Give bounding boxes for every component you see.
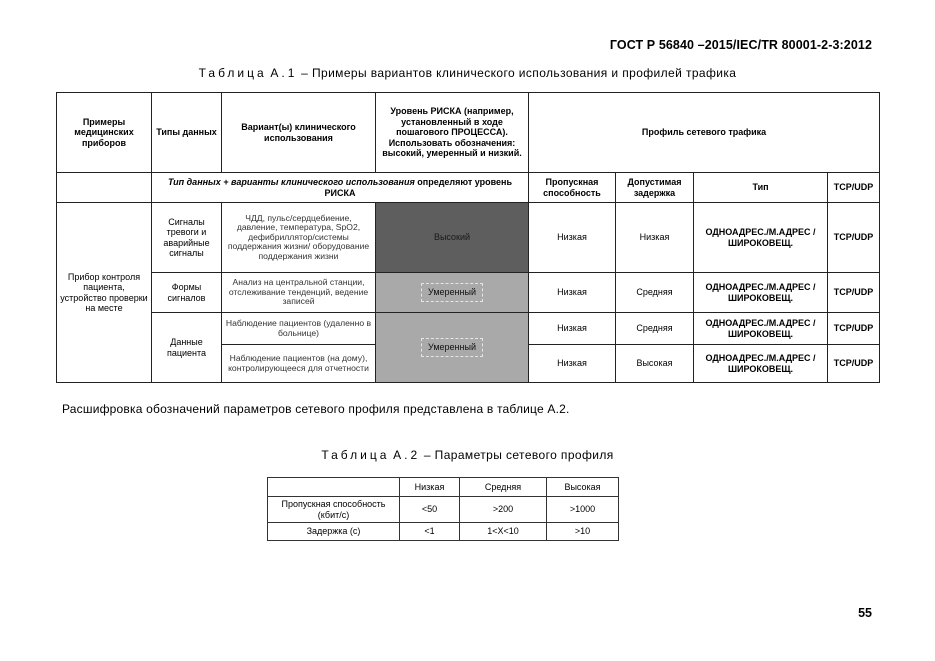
header-data-types: Типы данных xyxy=(152,93,222,173)
subheader-latency: Допустимая задержка xyxy=(616,173,694,203)
page-number: 55 xyxy=(858,606,872,620)
risk-note-rest: определяют уровень РИСКА xyxy=(324,177,513,198)
bandwidth-cell: Низкая xyxy=(529,313,616,345)
value-cell: 1<X<10 xyxy=(460,523,547,541)
device-cell: Прибор контроля пациента, устройство проверки на месте xyxy=(57,203,152,383)
table-a2-caption xyxy=(0,448,935,462)
table-a2 xyxy=(267,477,619,541)
bandwidth-cell: Низкая xyxy=(529,273,616,313)
value-cell: >1000 xyxy=(547,497,619,523)
traffic-type-cell: ОДНОАДРЕС./М.АДРЕС / ШИРОКОВЕЩ. xyxy=(694,345,828,383)
subheader-empty-cell xyxy=(57,173,152,203)
risk-label: Умеренный xyxy=(421,283,483,302)
protocol-cell: TCP/UDP xyxy=(828,345,880,383)
subheader-risk-note xyxy=(152,173,529,203)
header-network-profile: Профиль сетевого трафика xyxy=(529,93,880,173)
subheader-protocol: TCP/UDP xyxy=(828,173,880,203)
value-cell: >10 xyxy=(547,523,619,541)
risk-cell: Высокий xyxy=(376,203,529,273)
caption-text: – Примеры вариантов клинического использования и профилей трафика xyxy=(301,66,737,80)
header-devices: Примеры медицинских приборов xyxy=(57,93,152,173)
subheader-type: Тип xyxy=(694,173,828,203)
standard-header: ГОСТ Р 56840 –2015/IEC/TR 80001-2-3:2012 xyxy=(609,38,872,52)
data-type-cell: Формы сигналов xyxy=(152,273,222,313)
table-a1-caption xyxy=(0,66,935,80)
caption-number: А.2 xyxy=(393,448,421,462)
protocol-cell: TCP/UDP xyxy=(828,203,880,273)
protocol-cell: TCP/UDP xyxy=(828,273,880,313)
row-label: Задержка (с) xyxy=(268,523,400,541)
subheader-bandwidth: Пропускная способность xyxy=(529,173,616,203)
caption-word: Таблица xyxy=(321,448,390,462)
variant-cell: Анализ на центральной станции, отслеживание тенденций, ведение записей xyxy=(222,273,376,313)
variant-cell: ЧДД, пульс/сердцебиение, давление, температура, SpO2, дефибриллятор/системы поддержания жизни/ оборудование поддержания жизни xyxy=(222,203,376,273)
data-type-cell: Данные пациента xyxy=(152,313,222,383)
latency-cell: Низкая xyxy=(616,203,694,273)
body-paragraph: Расшифровка обозначений параметров сетевого профиля представлена в таблице А.2. xyxy=(62,402,570,416)
value-cell: >200 xyxy=(460,497,547,523)
value-cell: <50 xyxy=(400,497,460,523)
header-risk-level: Уровень РИСКА (например, установленный в ходе пошагового ПРОЦЕССА). Использовать обозначения: высокий, умеренный и низкий. xyxy=(376,93,529,173)
caption-text: – Параметры сетевого профиля xyxy=(423,448,614,462)
latency-cell: Средняя xyxy=(616,273,694,313)
corner-cell xyxy=(268,478,400,497)
risk-label: Умеренный xyxy=(421,338,483,357)
protocol-cell: TCP/UDP xyxy=(828,313,880,345)
caption-number: А.1 xyxy=(270,66,298,80)
traffic-type-cell: ОДНОАДРЕС./М.АДРЕС / ШИРОКОВЕЩ. xyxy=(694,273,828,313)
variant-cell: Наблюдение пациентов (на дому), контролирующееся для отчетности xyxy=(222,345,376,383)
column-header: Низкая xyxy=(400,478,460,497)
latency-cell: Средняя xyxy=(616,313,694,345)
bandwidth-cell: Низкая xyxy=(529,345,616,383)
column-header: Средняя xyxy=(460,478,547,497)
row-label: Пропускная способность (кбит/с) xyxy=(268,497,400,523)
data-type-cell: Сигналы тревоги и аварийные сигналы xyxy=(152,203,222,273)
risk-cell xyxy=(376,273,529,313)
value-cell: <1 xyxy=(400,523,460,541)
traffic-type-cell: ОДНОАДРЕС./М.АДРЕС / ШИРОКОВЕЩ. xyxy=(694,313,828,345)
table-a1 xyxy=(56,92,880,383)
latency-cell: Высокая xyxy=(616,345,694,383)
risk-cell xyxy=(376,313,529,383)
traffic-type-cell: ОДНОАДРЕС./М.АДРЕС / ШИРОКОВЕЩ. xyxy=(694,203,828,273)
variant-cell: Наблюдение пациентов (удаленно в больнице) xyxy=(222,313,376,345)
bandwidth-cell: Низкая xyxy=(529,203,616,273)
risk-note-italic: Тип данных + варианты клинического использования xyxy=(167,177,415,187)
caption-word: Таблица xyxy=(198,66,267,80)
header-clinical-variants: Вариант(ы) клинического использования xyxy=(222,93,376,173)
column-header: Высокая xyxy=(547,478,619,497)
